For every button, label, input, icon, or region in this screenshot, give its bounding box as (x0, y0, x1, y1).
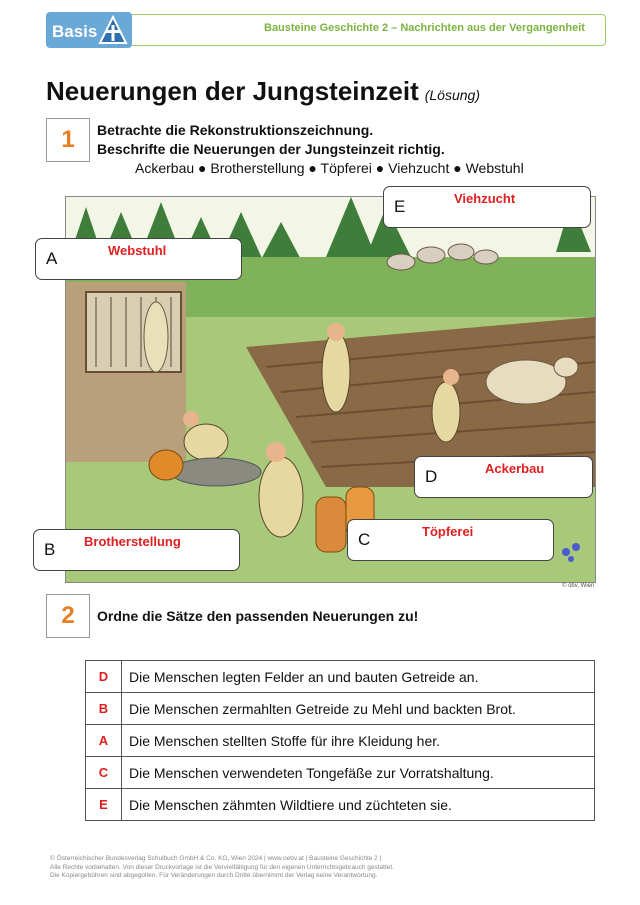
label-letter-d: D (425, 467, 438, 486)
table-row (86, 661, 595, 693)
series-title: Bausteine Geschichte 2 – Nachrichten aus der Vergangenheit (264, 22, 585, 34)
row-letter[interactable]: D (86, 661, 122, 693)
image-credit: © öbv, Wien (562, 583, 595, 589)
label-box-b (33, 529, 240, 571)
table-row (86, 725, 595, 757)
task1-number: 1 (46, 118, 90, 162)
label-answer-c: Töpferei (422, 524, 474, 539)
label-answer-e: Viehzucht (454, 191, 516, 206)
title-text: Neuerungen der Jungsteinzeit (46, 76, 419, 106)
task1-instruction-line1: Betrachte die Rekonstruktionszeichnung. (97, 122, 374, 138)
row-letter[interactable]: C (86, 757, 122, 789)
task2-number: 2 (46, 594, 90, 638)
table-row (86, 693, 595, 725)
row-sentence: Die Menschen zermahlten Getreide zu Mehl und backten Brot. (122, 693, 595, 725)
page-title (46, 76, 480, 107)
row-sentence: Die Menschen verwendeten Tongefäße zur Vorratshaltung. (122, 757, 595, 789)
task1-instruction (97, 121, 445, 159)
logo-text: Basis (52, 22, 98, 41)
task1-instruction-line2: Beschrifte die Neuerungen der Jungsteinzeit richtig. (97, 141, 445, 157)
footer-line1: © Österreichischer Bundesverlag Schulbuch GmbH & Co. KG, Wien 2024 | www.oebv.at | Bausteine Geschichte 2 | (50, 855, 382, 862)
table-row (86, 789, 595, 821)
label-letter-e: E (394, 197, 406, 216)
table-row (86, 757, 595, 789)
label-answer-b: Brotherstellung (84, 534, 181, 549)
label-box-d (414, 456, 593, 498)
logo-triangle-icon (98, 15, 128, 45)
task2-instruction: Ordne die Sätze den passenden Neuerungen zu! (97, 608, 419, 624)
footer-line2: Alle Rechte vorbehalten. Von dieser Druckvorlage ist die Vervielfältigung für den eigenen Unterrichtsgebrauch gestattet. (50, 863, 394, 871)
row-sentence: Die Menschen legten Felder an und bauten Getreide an. (122, 661, 595, 693)
title-note: (Lösung) (424, 87, 480, 103)
label-letter-b: B (44, 540, 56, 559)
row-letter[interactable]: E (86, 789, 122, 821)
label-box-a (35, 238, 242, 280)
row-letter[interactable]: A (86, 725, 122, 757)
footer-line3: Die Kopiergebühren sind abgegolten. Für Veränderungen durch Dritte übernimmt der Verlag keine Verantwortung. (50, 872, 378, 879)
label-letter-c: C (358, 530, 371, 549)
label-box-c (347, 519, 554, 561)
footer (50, 855, 590, 881)
label-answer-a: Webstuhl (108, 243, 167, 258)
word-bank: Ackerbau ● Brotherstellung ● Töpferei ● Viehzucht ● Webstuhl (135, 160, 524, 176)
label-letter-a: A (46, 249, 58, 268)
row-sentence: Die Menschen stellten Stoffe für ihre Kleidung her. (122, 725, 595, 757)
label-answer-d: Ackerbau (485, 461, 545, 476)
row-sentence: Die Menschen zähmten Wildtiere und züchteten sie. (122, 789, 595, 821)
label-box-e (383, 186, 591, 228)
row-letter[interactable]: B (86, 693, 122, 725)
assignment-table (85, 660, 595, 821)
